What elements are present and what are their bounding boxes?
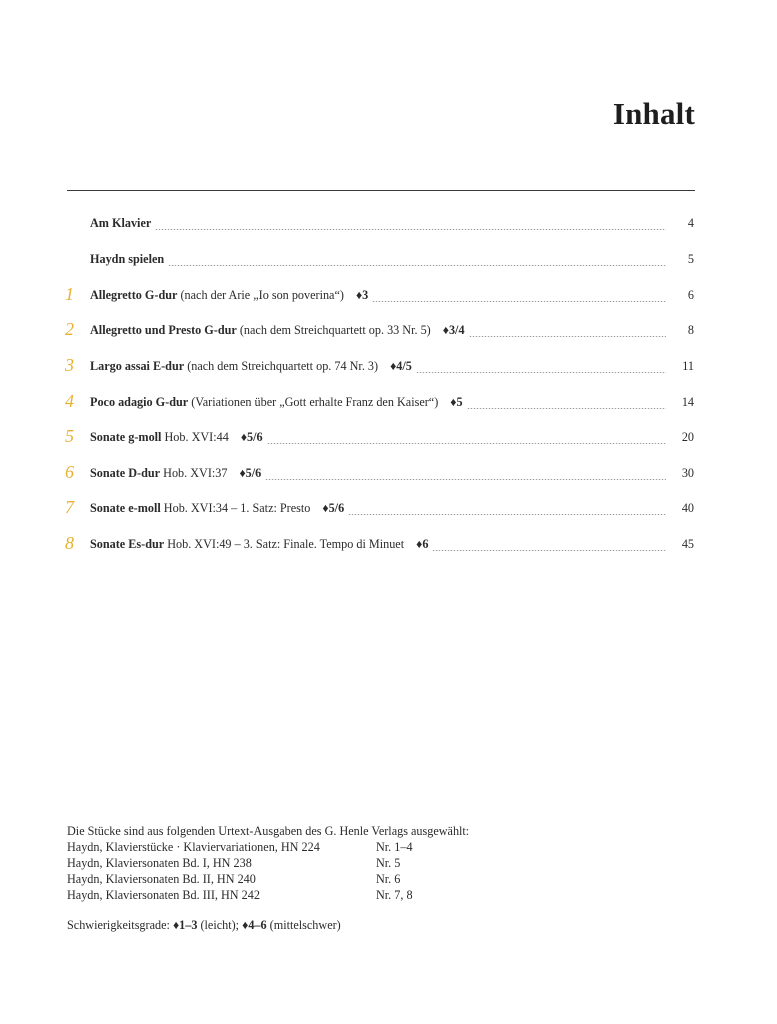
source-row <box>67 839 469 855</box>
toc-entry[interactable] <box>65 533 694 555</box>
title-divider <box>67 190 695 191</box>
entry-subtitle: (nach dem Streichquartett op. 33 Nr. 5) <box>239 323 431 337</box>
toc-entry[interactable] <box>65 462 694 484</box>
dot-leader <box>467 408 666 409</box>
entry-title: Sonate g-moll <box>90 430 162 444</box>
entry-page: 45 <box>681 537 694 551</box>
legend-easy-text: (leicht); <box>200 918 240 932</box>
difficulty-badge: ♦3 <box>355 288 369 302</box>
source-name: Haydn, Klaviersonaten Bd. I, HN 238 <box>67 856 252 870</box>
entry-number: 6 <box>65 462 74 482</box>
source-name: Haydn, Klaviersonaten Bd. II, HN 240 <box>67 872 256 886</box>
dot-leader <box>372 301 666 302</box>
entry-title: Sonate Es-dur <box>90 537 165 551</box>
entry-subtitle: (nach der Arie „Io son poverina“) <box>180 288 344 302</box>
legend-mid-text: (mittelschwer) <box>269 918 341 932</box>
entry-title: Largo assai E-dur <box>90 359 185 373</box>
entry-number: 5 <box>65 426 74 446</box>
difficulty-badge: ♦5 <box>450 395 463 409</box>
entry-title: Poco adagio G-dur <box>90 395 189 409</box>
dot-leader <box>155 229 666 230</box>
source-intro: Die Stücke sind aus folgenden Urtext-Ausgaben des G. Henle Verlags ausgewählt: <box>67 824 470 838</box>
entry-page: 20 <box>681 430 694 444</box>
entry-page: 5 <box>687 252 694 266</box>
entry-title: Sonate D-dur <box>90 466 161 480</box>
legend-easy-range: ♦1–3 <box>172 918 198 932</box>
toc-entry[interactable] <box>65 426 694 448</box>
difficulty-badge: ♦5/6 <box>322 501 345 515</box>
source-pieces: Nr. 1–4 <box>376 840 413 854</box>
toc-entry[interactable] <box>65 284 694 306</box>
source-row <box>67 855 469 871</box>
difficulty-badge: ♦6 <box>416 537 429 551</box>
entry-number: 3 <box>65 355 74 375</box>
entry-page: 40 <box>681 501 694 515</box>
entry-title: Allegretto und Presto G-dur <box>90 323 237 337</box>
dot-leader <box>416 372 666 373</box>
entry-title: Am Klavier <box>90 216 152 230</box>
entry-number: 2 <box>65 319 74 339</box>
entry-page: 30 <box>681 466 694 480</box>
legend-mid-range: ♦4–6 <box>242 918 267 932</box>
entry-number: 8 <box>65 533 74 553</box>
source-pieces: Nr. 7, 8 <box>376 888 413 902</box>
source-name: Haydn, Klavierstücke · Klaviervariationen, HN 224 <box>67 840 320 854</box>
difficulty-badge: ♦5/6 <box>239 466 262 480</box>
dot-leader <box>432 550 666 551</box>
source-editions <box>67 823 469 903</box>
entry-number: 4 <box>65 391 74 411</box>
dot-leader <box>265 479 666 480</box>
entry-subtitle: Hob. XVI:34 – 1. Satz: Presto <box>163 501 311 515</box>
dot-leader <box>168 265 666 266</box>
source-row <box>67 871 469 887</box>
toc-entry[interactable] <box>65 319 694 341</box>
toc-entry[interactable] <box>65 355 694 377</box>
dot-leader <box>267 443 666 444</box>
dot-leader <box>348 514 666 515</box>
source-pieces: Nr. 5 <box>376 856 401 870</box>
difficulty-badge: ♦5/6 <box>240 430 263 444</box>
page-title: Inhalt <box>612 96 695 131</box>
entry-page: 14 <box>681 395 694 409</box>
toc-entry[interactable] <box>90 252 694 270</box>
entry-title: Sonate e-moll <box>90 501 161 515</box>
entry-subtitle: (nach dem Streichquartett op. 74 Nr. 3) <box>187 359 379 373</box>
entry-page: 8 <box>687 323 694 337</box>
entry-page: 6 <box>687 288 694 302</box>
entry-page: 11 <box>682 359 694 373</box>
source-name: Haydn, Klaviersonaten Bd. III, HN 242 <box>67 888 260 902</box>
entry-number: 7 <box>65 497 74 517</box>
entry-subtitle: Hob. XVI:44 <box>164 430 229 444</box>
toc-entry[interactable] <box>65 497 694 519</box>
toc-entry[interactable] <box>65 391 694 413</box>
entry-page: 4 <box>687 216 694 230</box>
entry-subtitle: Hob. XVI:37 <box>163 466 228 480</box>
legend-label: Schwierigkeitsgrade: <box>67 918 170 932</box>
entry-number: 1 <box>65 284 74 304</box>
entry-subtitle: (Variationen über „Gott erhalte Franz den Kaiser“) <box>191 395 439 409</box>
source-pieces: Nr. 6 <box>376 872 401 886</box>
entry-title: Allegretto G-dur <box>90 288 178 302</box>
entry-title: Haydn spielen <box>90 252 165 266</box>
difficulty-legend <box>67 918 341 933</box>
dot-leader <box>469 336 666 337</box>
difficulty-badge: ♦3/4 <box>442 323 465 337</box>
source-row <box>67 887 469 903</box>
difficulty-badge: ♦4/5 <box>390 359 412 373</box>
toc-entry[interactable] <box>90 216 694 234</box>
entry-subtitle: Hob. XVI:49 – 3. Satz: Finale. Tempo di Minuet <box>167 537 405 551</box>
